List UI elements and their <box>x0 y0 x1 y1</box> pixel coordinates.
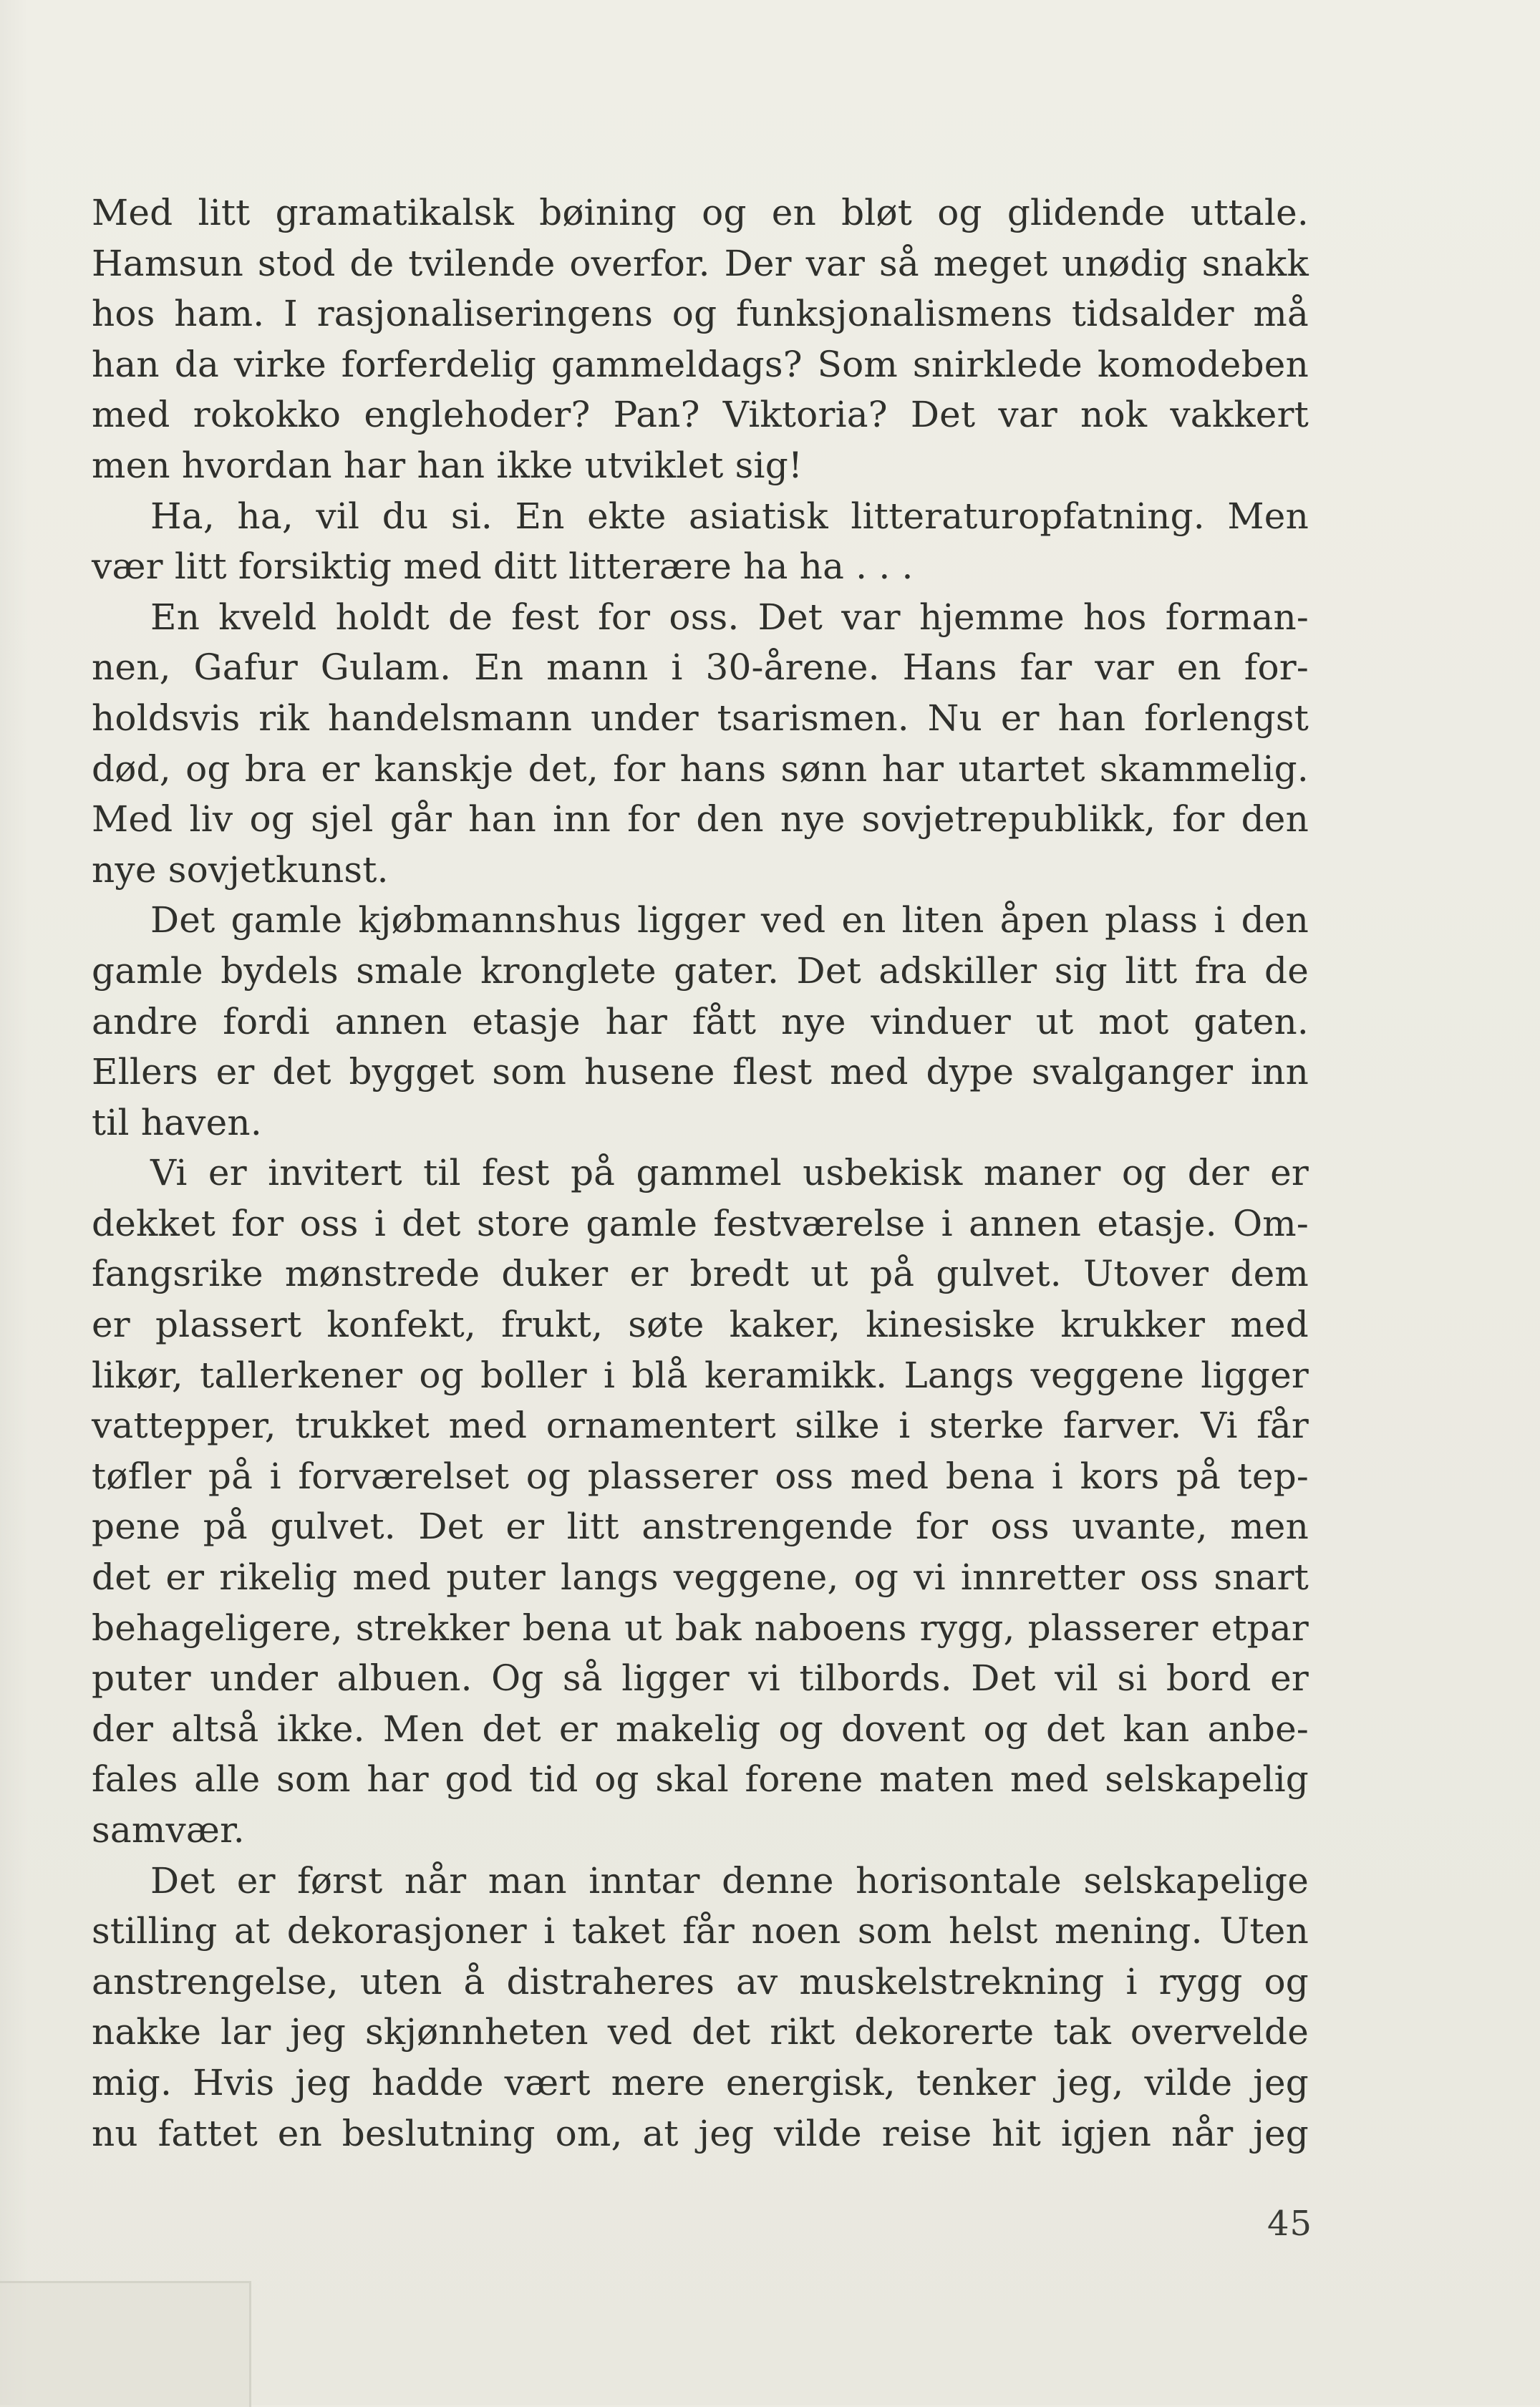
text-line: nen, Gafur Gulam. En mann i 30-årene. Hans far var en for- <box>92 646 1309 689</box>
text-line: hos ham. I rasjonaliseringens og funksjonalismens tidsalder må <box>92 293 1309 335</box>
text-line: død, og bra er kanskje det, for hans sønn har utartet skammelig. <box>92 747 1309 790</box>
text-line: fales alle som har god tid og skal forene maten med selskapelig <box>92 1758 1309 1801</box>
body-text <box>92 188 1309 2159</box>
text-line: puter under albuen. Og så ligger vi tilbords. Det vil si bord er <box>92 1657 1309 1700</box>
text-line: er plassert konfekt, frukt, søte kaker, kinesiske krukker med <box>92 1304 1309 1346</box>
scan-corner-mark <box>0 2281 251 2407</box>
text-line: til haven. <box>92 1101 262 1143</box>
text-line: vær litt forsiktig med ditt litterære ha ha . . . <box>92 546 914 588</box>
text-line: Med litt gramatikalsk bøining og en bløt og glidende uttale. <box>92 192 1309 233</box>
text-line: Ellers er det bygget som husene flest med dype svalganger inn <box>92 1051 1309 1093</box>
text-line: Hamsun stod de tvilende overfor. Der var så meget unødig snakk <box>92 242 1309 284</box>
text-line: stilling at dekorasjoner i taket får noen som helst mening. Uten <box>92 1910 1309 1952</box>
text-line: andre fordi annen etasje har fått nye vinduer ut mot gaten. <box>92 1000 1309 1042</box>
text-line: vattepper, trukket med ornamentert silke i sterke farver. Vi får <box>92 1405 1309 1447</box>
text-line: Med liv og sjel går han inn for den nye sovjetrepublikk, for den <box>92 798 1309 841</box>
text-line: behageligere, strekker bena ut bak naboens rygg, plasserer etpar <box>92 1607 1309 1649</box>
text-line: der altså ikke. Men det er makelig og dovent og det kan anbe- <box>92 1708 1309 1750</box>
text-line: samvær. <box>92 1809 245 1851</box>
text-line: det er rikelig med puter langs veggene, og vi innretter oss snart <box>92 1556 1309 1599</box>
text-line: likør, tallerkener og boller i blå keramikk. Langs veggene ligger <box>92 1354 1309 1396</box>
text-line: dekket for oss i det store gamle festværelse i annen etasje. Om- <box>92 1202 1309 1244</box>
text-line: med rokokko englehoder? Pan? Viktoria? Det var nok vakkert <box>92 394 1309 436</box>
text-line: pene på gulvet. Det er litt anstrengende for oss uvante, men <box>92 1506 1309 1548</box>
text-line: holdsvis rik handelsmann under tsarismen. Nu er han forlengst <box>92 697 1309 739</box>
text-line: Det er først når man inntar denne horisontale selskapelige <box>150 1859 1309 1902</box>
text-line: han da virke forferdelig gammeldags? Som snirklede komodeben <box>92 343 1309 385</box>
text-line: nye sovjetkunst. <box>92 848 389 891</box>
text-line: Vi er invitert til fest på gammel usbekisk maner og der er <box>150 1152 1309 1194</box>
page-number: 45 <box>1267 2204 1313 2244</box>
text-line: Ha, ha, vil du si. En ekte asiatisk litteraturopfatning. Men <box>150 495 1309 537</box>
text-line: nakke lar jeg skjønnheten ved det rikt dekorerte tak overvelde <box>92 2011 1309 2053</box>
text-line: nu fattet en beslutning om, at jeg vilde reise hit igjen når jeg <box>92 2112 1309 2154</box>
text-line: mig. Hvis jeg hadde vært mere energisk, tenker jeg, vilde jeg <box>92 2061 1309 2103</box>
text-line: anstrengelse, uten å distraheres av muskelstrekning i rygg og <box>92 1960 1309 2002</box>
text-line: Det gamle kjøbmannshus ligger ved en liten åpen plass i den <box>150 899 1309 941</box>
text-line: fangsrike mønstrede duker er bredt ut på gulvet. Utover dem <box>92 1253 1309 1295</box>
text-line: En kveld holdt de fest for oss. Det var hjemme hos forman- <box>150 596 1309 638</box>
text-line: gamle bydels smale kronglete gater. Det adskiller sig litt fra de <box>92 949 1309 992</box>
text-line: tøfler på i forværelset og plasserer oss med bena i kors på tep- <box>92 1455 1309 1497</box>
text-line: men hvordan har han ikke utviklet sig! <box>92 444 803 486</box>
